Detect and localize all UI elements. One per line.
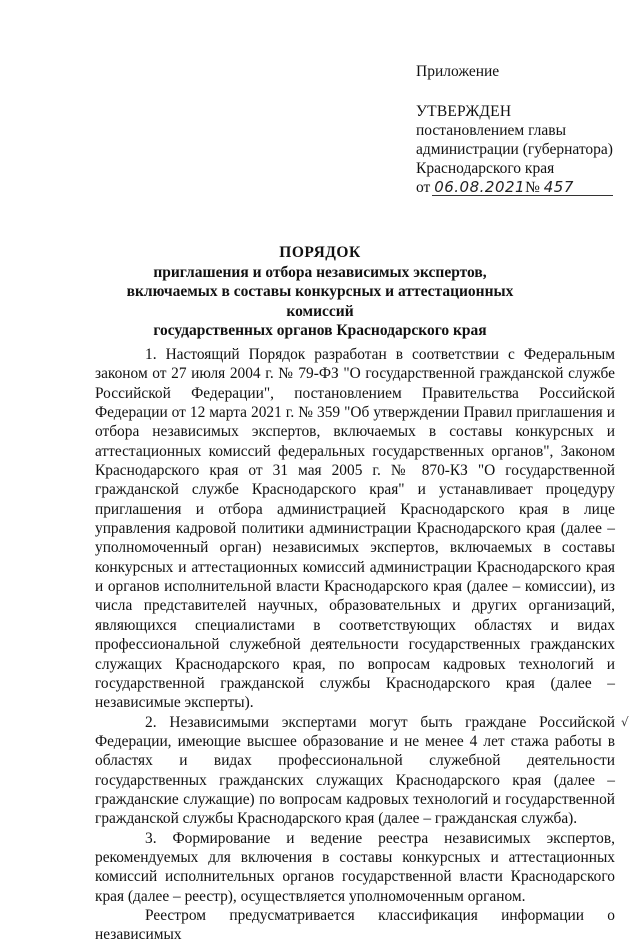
date-number-row	[416, 178, 631, 197]
title-main: ПОРЯДОК	[279, 244, 361, 261]
document-body	[95, 345, 615, 945]
appendix-label: Приложение	[416, 63, 500, 80]
approval-line: администрации (губернатора)	[416, 141, 613, 158]
title-line: государственных органов Краснодарского края	[153, 322, 487, 339]
title-line: приглашения и отбора независимых экспертов,	[153, 263, 487, 281]
handwritten-number: 457	[543, 178, 574, 196]
approved-label: УТВЕРЖДЕН	[416, 103, 512, 120]
margin-checkmark-icon: √	[621, 715, 629, 729]
approval-block	[416, 62, 631, 197]
date-prefix: от	[416, 179, 431, 196]
approval-line: Краснодарского края	[416, 160, 555, 177]
paragraph-3: 3. Формирование и ведение реестра независимых экспертов, рекомендуемых для включения в составы конкурсных и аттестационных комиссий исполнительных органов государственной власти Краснодарского края (далее – реестр), осуществляется уполномоченным органом.	[95, 829, 615, 905]
approval-line: постановлением главы	[416, 122, 566, 139]
document-title	[110, 243, 530, 341]
handwritten-date: 06.08.2021	[434, 178, 526, 196]
paragraph-4: Реестром предусматривается классификация информации о независимых	[95, 906, 615, 944]
number-prefix: №	[525, 179, 540, 196]
title-line: включаемых в составы конкурсных и аттестационных комиссий	[126, 283, 514, 320]
signature-underline	[432, 195, 613, 196]
paragraph-1: 1. Настоящий Порядок разработан в соответствии с Федеральным законом от 27 июля 2004 г. № 79-ФЗ "О государственной гражданской службе Российской Федерации", постановлением Правительства Российской Федерации от 12 марта 2021 г. № 359 "Об утверждении Правил приглашения и отбора независимых экспертов, включаемых в составы конкурсных и аттестационных комиссий федеральных государственных органов", Законом Краснодарского края от 31 мая 2005 г. № 870-КЗ "О государственной гражданской службе Краснодарского края" и устанавливает процедуру приглашения и отбора администрацией Краснодарского края в лице управления кадровой политики администрации Краснодарского края (далее – уполномоченный орган) независимых экспертов, включаемых в составы конкурсных и аттестационных комиссий администрации Краснодарского края и органов исполнительной власти Краснодарского края (далее – комиссии), из числа представителей научных, образовательных и других организаций, являющихся специалистами в соответствующих областях и видах профессиональной служебной деятельности государственных гражданских служащих Краснодарского края, по вопросам кадровых технологий и государственной гражданской службы Краснодарского края (далее – независимые эксперты).	[95, 346, 615, 712]
paragraph-2: 2. Независимыми экспертами могут быть граждане Российской Федерации, имеющие высшее образование и не менее 4 лет стажа работы в областях и видах профессиональной служебной деятельности государственных гражданских служащих Краснодарского края (далее – гражданские служащие) по вопросам кадровых технологий и государственной гражданской службы Краснодарского края (далее – гражданская служба).	[95, 713, 615, 828]
